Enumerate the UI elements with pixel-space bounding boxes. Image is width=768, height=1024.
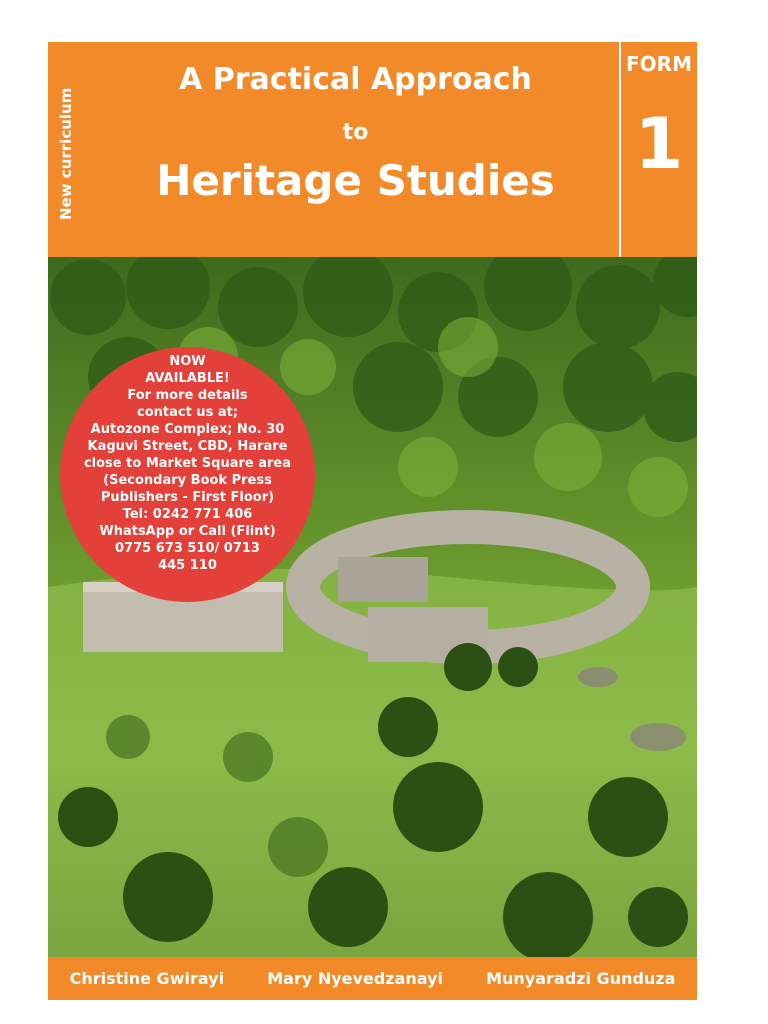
- promo-line: 0775 673 510/ 0713: [115, 541, 260, 556]
- author-name: Munyaradzi Gunduza: [486, 969, 676, 988]
- promo-line: Tel: 0242 771 406: [122, 507, 253, 522]
- promo-line: (Secondary Book Press: [103, 473, 272, 488]
- title-line-1: A Practical Approach: [179, 62, 532, 97]
- title-line-3: Heritage Studies: [156, 156, 555, 205]
- promo-line: Publishers - First Floor): [100, 490, 275, 505]
- form-number: 1: [634, 103, 684, 185]
- promo-line: Kaguvi Street, CBD, Harare: [87, 439, 288, 454]
- promo-line: For more details: [127, 388, 248, 403]
- author-name: Mary Nyevedzanayi: [267, 969, 443, 988]
- author-list: [48, 969, 697, 988]
- promo-line: 445 110: [158, 558, 217, 573]
- cover-footer: [48, 957, 697, 1000]
- form-label: FORM: [626, 52, 692, 76]
- promo-line: Autozone Complex; No. 30: [90, 422, 285, 437]
- promo-line: AVAILABLE!: [145, 371, 230, 386]
- book-cover: [48, 42, 697, 1000]
- promo-badge: [60, 347, 315, 602]
- side-label: New curriculum: [57, 87, 75, 220]
- promo-line: close to Market Square area: [83, 456, 292, 471]
- promo-line: contact us at;: [136, 405, 239, 420]
- title-line-2: to: [342, 120, 369, 145]
- cover-header: [48, 42, 697, 257]
- promo-line: NOW: [169, 354, 206, 369]
- promo-line: WhatsApp or Call (Flint): [99, 524, 276, 539]
- author-name: Christine Gwirayi: [69, 969, 225, 988]
